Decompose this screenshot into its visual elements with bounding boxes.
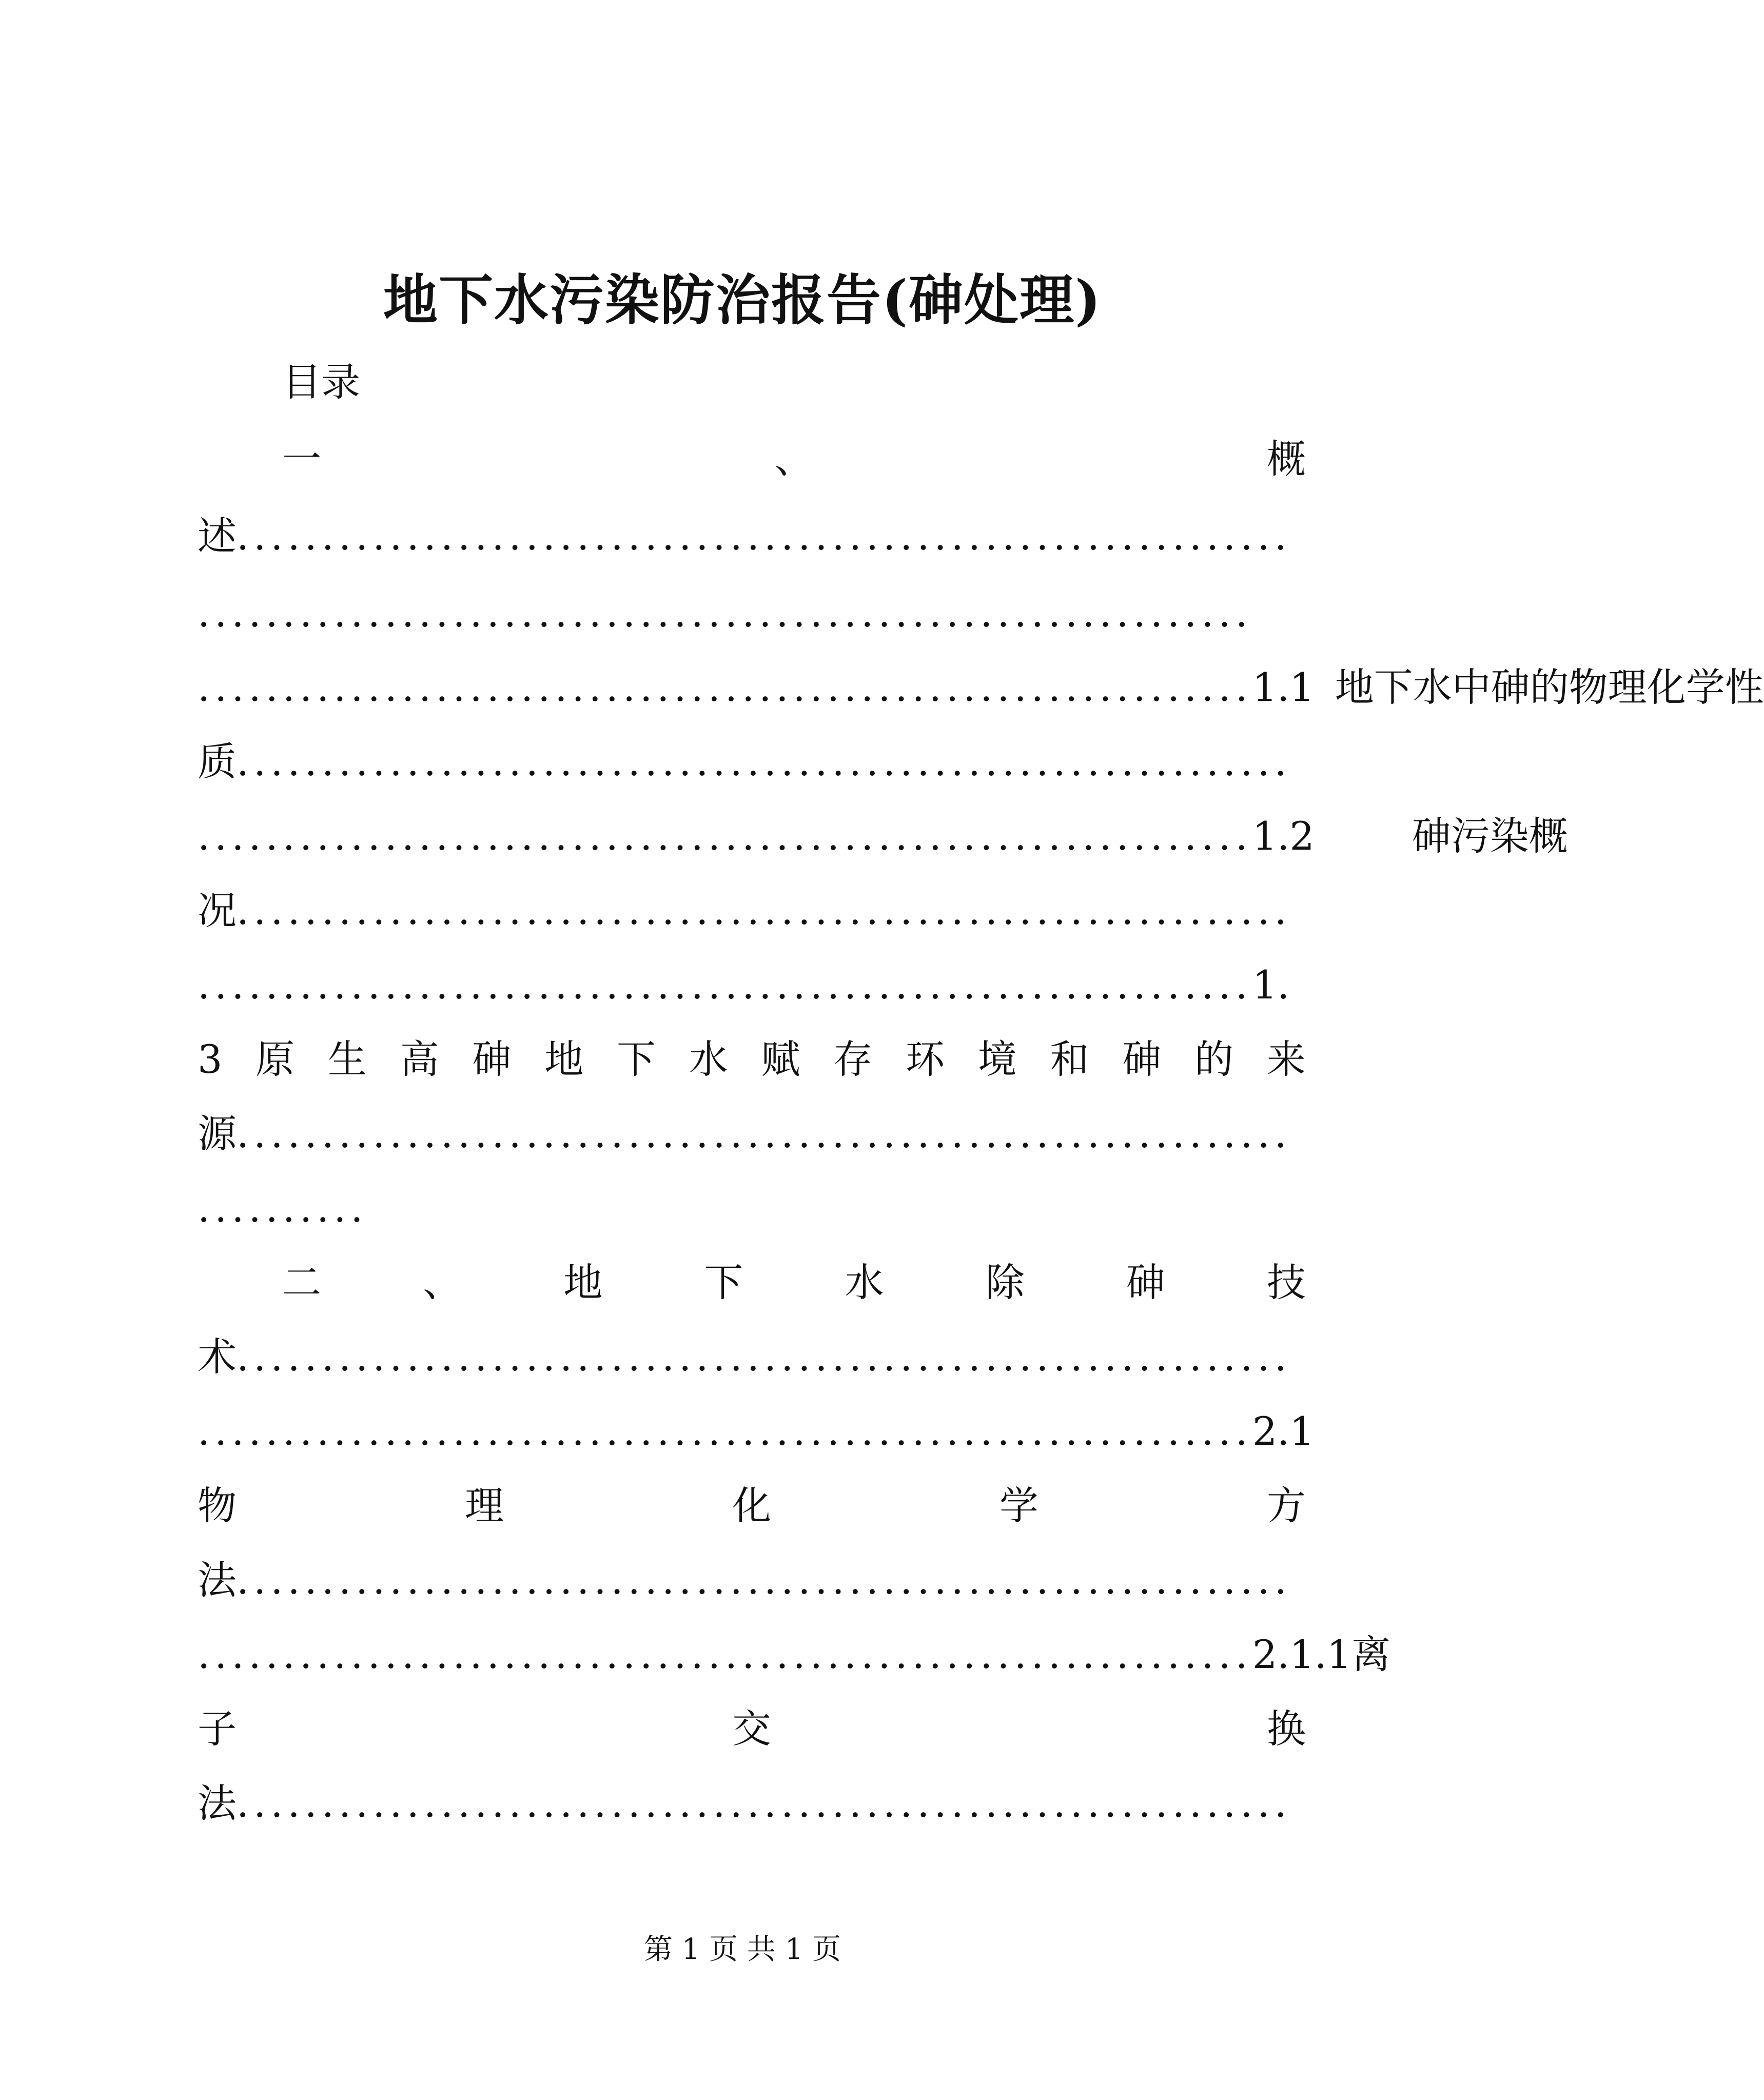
toc-text: 况 [198,888,237,933]
toc-line-11 [198,1170,1306,1247]
toc-char: 的 [1194,1036,1234,1082]
leader-dots: .............................................................. [237,739,1291,784]
toc-char: 存 [833,1036,873,1082]
toc-line-18 [198,1691,1306,1768]
leader-dots: .............................................................. [198,590,1252,636]
leader-dots: .............................................................. [198,664,1252,710]
toc-char: 学 [999,1483,1038,1528]
toc-char: 砷 [472,1036,512,1082]
toc-char: 物 [1569,664,1608,710]
toc-char: 概 [1267,436,1306,482]
toc-char: 性 [1724,664,1764,710]
toc-line-8 [198,947,1306,1024]
toc-char: 技 [1266,1260,1306,1305]
toc-char: 下 [704,1260,743,1305]
toc-spread [1335,649,1764,726]
leader-dots: .............................................................. [237,888,1291,933]
leader-dots: .......... [198,1185,368,1231]
toc-char: 二 [282,1260,321,1305]
toc-char: 生 [327,1036,367,1082]
toc-char: 原 [256,1036,295,1082]
toc-char: 地 [1335,664,1374,710]
toc-line-17 [198,1616,1391,1693]
toc-char: 砷 [1126,1260,1165,1305]
toc-char: 水 [845,1260,884,1305]
toc-char: 3 [198,1036,223,1082]
toc-line-9 [198,1021,1306,1098]
toc-number: 1.2 [1252,813,1315,859]
toc-char: 化 [732,1483,771,1528]
toc-char: 一 [282,436,321,482]
leader-dots: .............................................................. [198,1632,1252,1677]
toc-char: 境 [977,1036,1017,1082]
toc-char: 赋 [761,1036,800,1082]
toc-line-6 [198,798,1568,875]
toc-line-3 [198,575,1306,652]
toc-char: 地 [563,1260,603,1305]
toc-char: 来 [1266,1036,1306,1082]
toc-char: 方 [1267,1483,1306,1528]
toc-char: 化 [1647,664,1686,710]
toc-char: 子 [198,1706,237,1752]
toc-char: 概 [1528,813,1568,859]
toc-char: 砷 [1491,664,1530,710]
toc-line-16 [198,1542,1306,1619]
toc-char: 、 [774,436,814,482]
leader-dots: .............................................................. [237,1334,1291,1380]
toc-line-2 [198,498,1306,575]
toc-line-19 [198,1765,1306,1842]
toc-char: 下 [616,1036,656,1082]
toc-text: 质 [198,739,237,784]
toc-char: 水 [689,1036,728,1082]
toc-text: 法 [198,1780,237,1826]
toc-line-10 [198,1095,1306,1172]
toc-line-1 [282,421,1306,498]
toc-number: 1.1 [1252,664,1315,710]
toc-line-14 [198,1393,1315,1470]
leader-dots: .............................................................. [237,513,1291,559]
leader-dots: .............................................................. [198,813,1252,859]
toc-char: 污 [1451,813,1490,859]
toc-line-5 [198,723,1306,800]
toc-char: 的 [1530,664,1569,710]
toc-spread [1412,798,1568,875]
toc-char: 理 [1608,664,1647,710]
leader-dots: .............................................................. [237,1111,1291,1156]
toc-char: 染 [1489,813,1529,859]
toc-char: 、 [423,1260,462,1305]
toc-char: 换 [1267,1706,1306,1752]
toc-char: 下 [1374,664,1413,710]
toc-char: 交 [732,1706,771,1752]
leader-dots: .............................................................. [237,1557,1291,1603]
toc-char: 和 [1050,1036,1089,1082]
toc-char: 理 [465,1483,504,1528]
toc-text: 述 [198,513,237,559]
toc-char: 水 [1413,664,1452,710]
toc-char: 中 [1452,664,1491,710]
toc-text: 法 [198,1557,237,1603]
toc-number: 2.1.1离 [1252,1632,1391,1677]
leader-dots: .............................................................. [237,1780,1291,1826]
toc-line-12 [282,1244,1306,1321]
leader-dots: .............................................................. [198,1408,1252,1454]
toc-char: 砷 [1122,1036,1162,1082]
toc-heading: 目录 [282,359,360,405]
leader-dots: .............................................................. [198,962,1252,1008]
page-footer: 第 1 页 共 1 页 [643,1933,841,1966]
toc-char: 物 [198,1483,237,1528]
toc-char: 砷 [1412,813,1451,859]
toc-line-4 [198,649,1764,726]
toc-number: 2.1 [1252,1408,1315,1454]
toc-number: 1. [1252,962,1290,1008]
toc-char: 地 [544,1036,584,1082]
toc-char: 环 [906,1036,945,1082]
toc-text: 源 [198,1111,237,1156]
toc-line-13 [198,1319,1306,1396]
toc-char: 学 [1685,664,1725,710]
toc-char: 高 [400,1036,439,1082]
toc-char: 除 [985,1260,1025,1305]
toc-line-15 [198,1467,1306,1544]
document-title: 地下水污染防治报告(砷处理) [383,268,1102,332]
toc-text: 术 [198,1334,237,1380]
toc-line-7 [198,872,1306,949]
